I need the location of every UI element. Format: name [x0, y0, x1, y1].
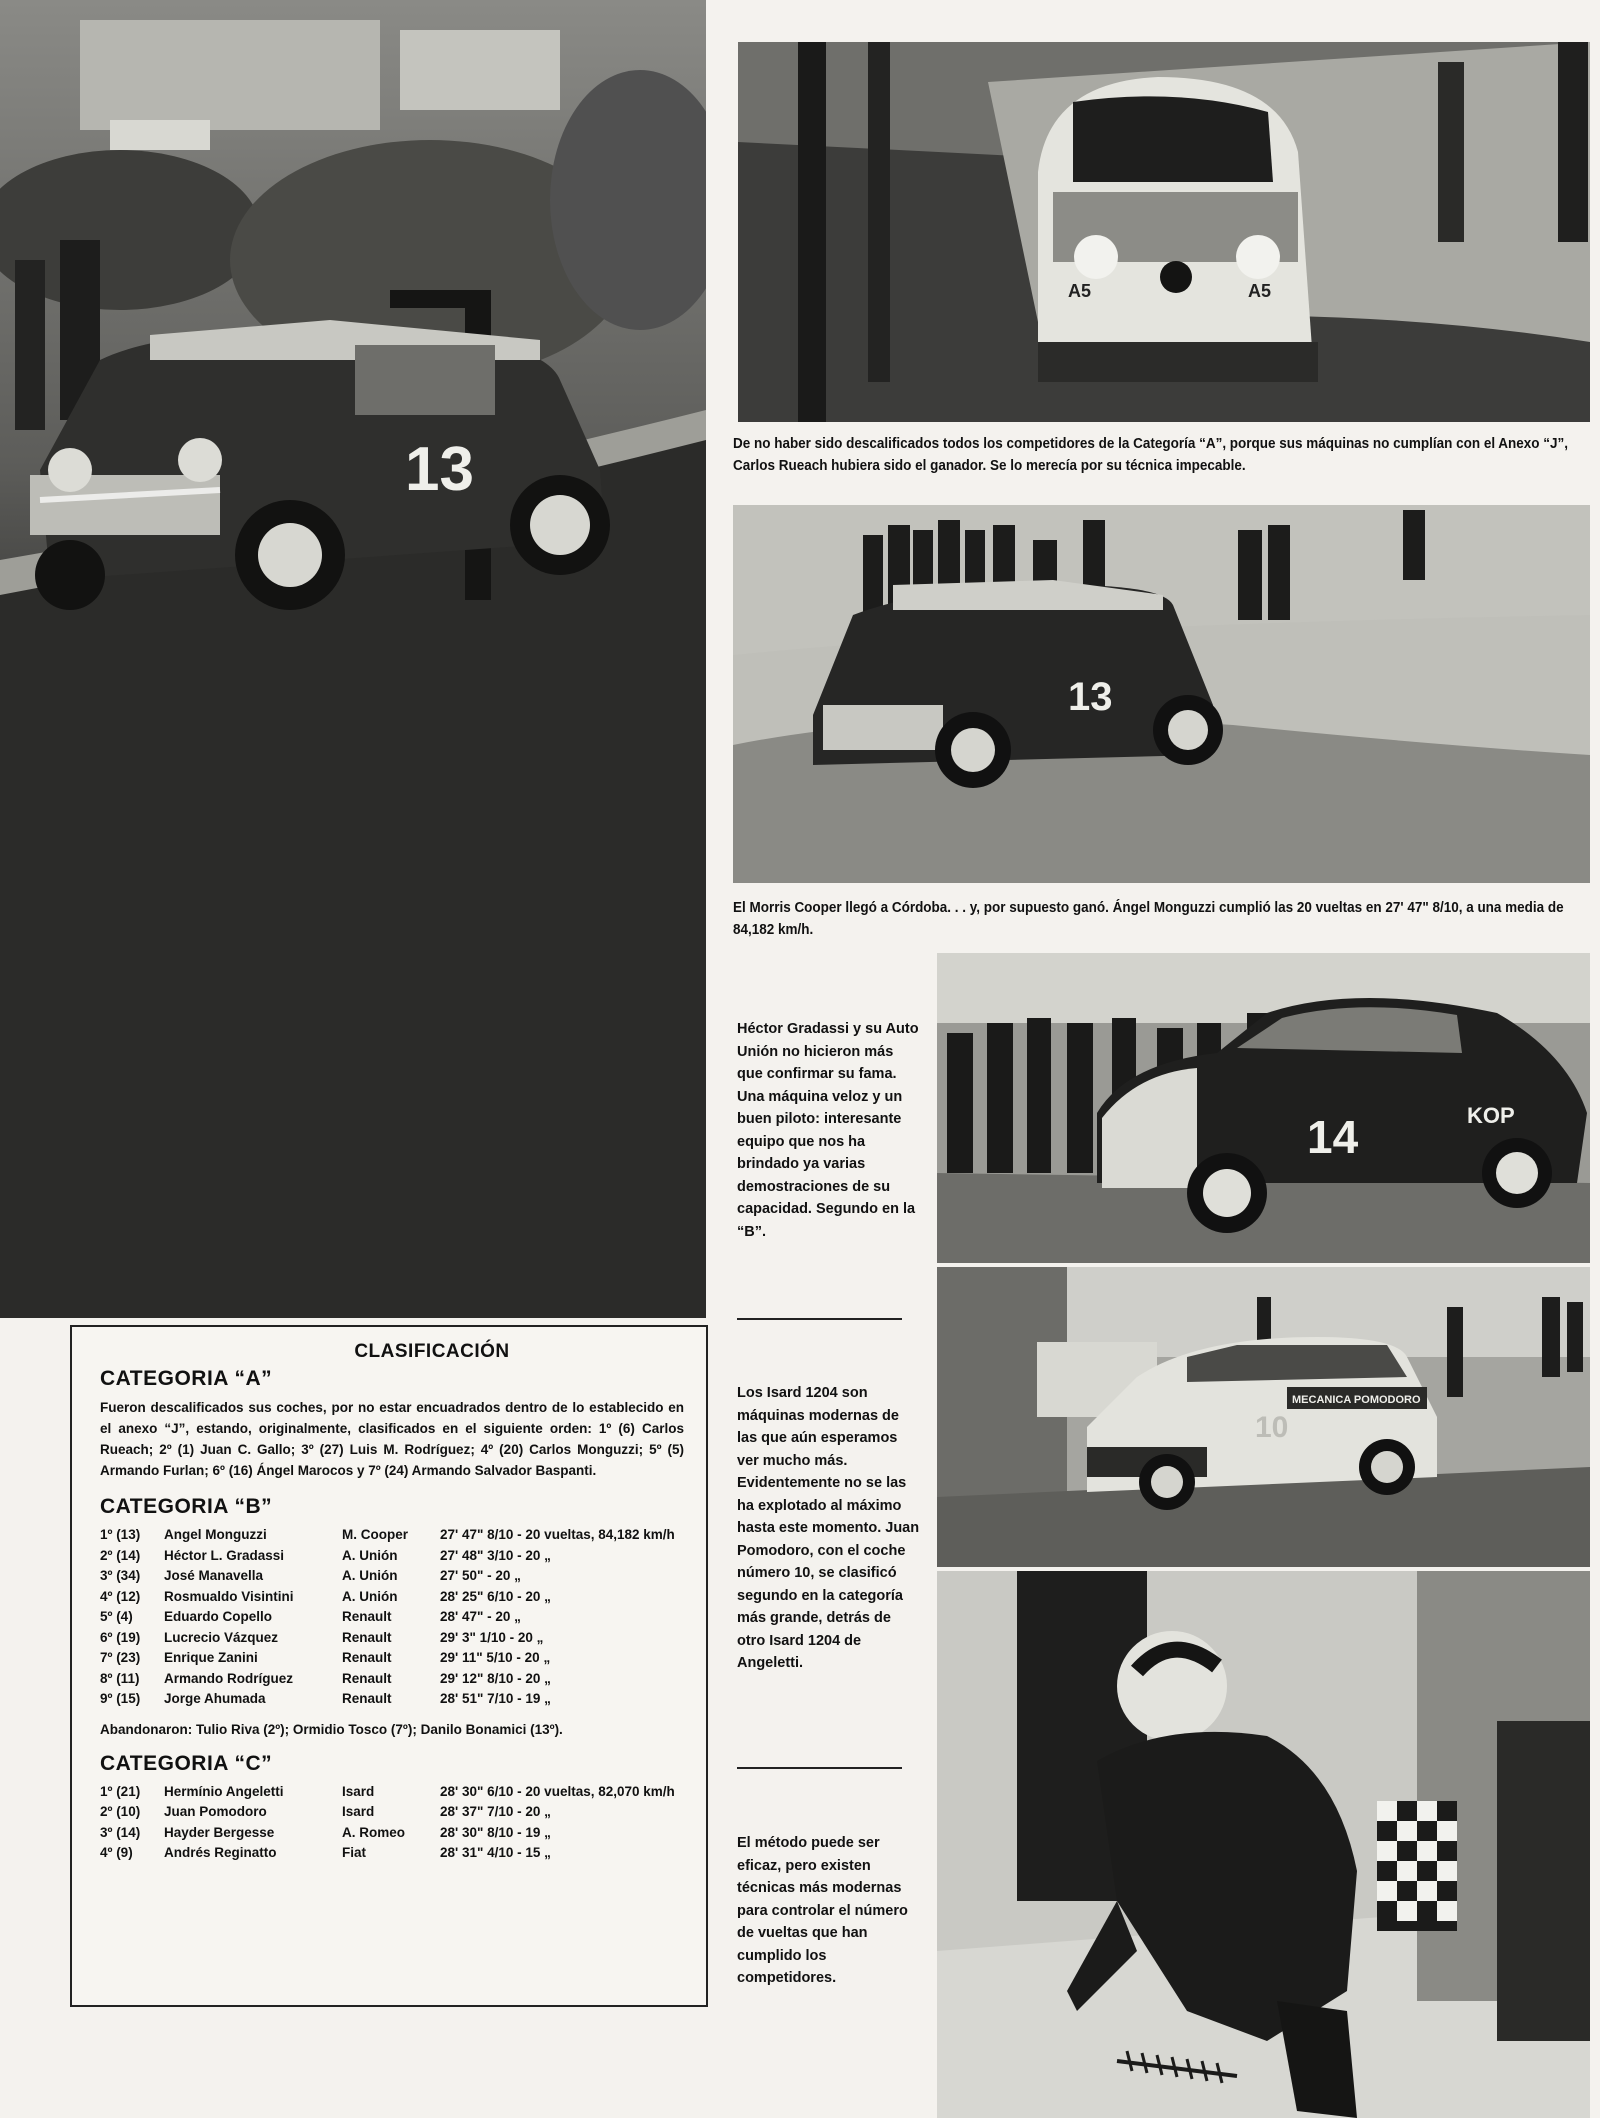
- result-position: 9º (15): [100, 1691, 141, 1706]
- category-c-results: [100, 1782, 684, 1864]
- result-position: 4º (12): [100, 1588, 141, 1604]
- result-car: M. Cooper: [342, 1527, 408, 1542]
- result-car: A. Unión: [342, 1568, 398, 1583]
- result-car: A. Unión: [342, 1588, 398, 1604]
- result-time: 28' 51" 7/10 - 19 „: [440, 1691, 551, 1706]
- result-position: 2º (10): [100, 1804, 141, 1819]
- divider-1: [737, 1318, 902, 1320]
- result-time: 29' 12" 8/10 - 20 „: [440, 1670, 551, 1686]
- isard-number: 10: [1255, 1411, 1289, 1444]
- result-time: 28' 47" - 20 „: [440, 1609, 521, 1624]
- morris-car-number: 13: [1068, 675, 1113, 719]
- photo-isard-pomodoro: [937, 1267, 1590, 1567]
- result-car: Renault: [342, 1650, 392, 1665]
- caption-morris: El Morris Cooper llegó a Córdoba. . . y, por supuesto ganó. Ángel Monguzzi cumplió las 20 vueltas en 27' 47" 8/10, a una media de 84,182 km/h.: [733, 900, 1564, 938]
- classification-box: [70, 1325, 708, 2007]
- result-driver: Andrés Reginatto: [164, 1845, 277, 1860]
- auto-union-number: 14: [1307, 1111, 1359, 1163]
- main-photo-mini-cooper: [0, 0, 706, 1318]
- result-driver: José Manavella: [164, 1568, 264, 1583]
- photo-morris-cooper: [733, 505, 1590, 883]
- result-time: 27' 48" 3/10 - 20 „: [440, 1547, 551, 1563]
- result-row: [100, 1802, 684, 1823]
- result-car: Isard: [342, 1783, 375, 1799]
- category-a-heading: CATEGORIA “A”: [100, 1367, 273, 1390]
- result-position: 3º (14): [100, 1824, 141, 1840]
- abandoned-list: Abandonaron: Tulio Riva (2º); Ormidio Tosco (7º); Danilo Bonamici (13º).: [100, 1721, 563, 1737]
- caption-metodo: El método puede ser eficaz, pero existen técnicas más modernas para controlar el número de vueltas que han cumplido los competidores.: [737, 1835, 908, 1986]
- result-time: 28' 30" 8/10 - 19 „: [440, 1824, 551, 1840]
- result-driver: Rosmualdo Visintini: [164, 1588, 294, 1604]
- result-time: 28' 37" 7/10 - 20 „: [440, 1804, 551, 1819]
- result-row: [100, 1689, 684, 1710]
- result-position: 2º (14): [100, 1547, 141, 1563]
- result-position: 6º (19): [100, 1629, 141, 1645]
- result-driver: Eduardo Copello: [164, 1609, 272, 1624]
- category-b-results: [100, 1525, 684, 1710]
- fiat-plate-left: A5: [1068, 281, 1092, 301]
- result-row: [100, 1628, 684, 1649]
- auto-union-sponsor: KOP: [1467, 1103, 1515, 1128]
- category-c-heading: CATEGORIA “C”: [100, 1751, 273, 1775]
- result-car: Fiat: [342, 1845, 367, 1860]
- result-row: [100, 1648, 684, 1669]
- result-driver: Lucrecio Vázquez: [164, 1629, 279, 1645]
- result-driver: Armando Rodríguez: [164, 1670, 294, 1686]
- result-driver: Enrique Zanini: [164, 1650, 258, 1665]
- result-row: [100, 1566, 684, 1587]
- result-row: [100, 1782, 684, 1803]
- result-position: 8º (11): [100, 1670, 140, 1686]
- result-row: [100, 1607, 684, 1628]
- result-position: 3º (34): [100, 1568, 141, 1583]
- result-car: Isard: [342, 1804, 375, 1819]
- category-b-heading: CATEGORIA “B”: [100, 1495, 273, 1518]
- result-row: [100, 1546, 684, 1567]
- result-position: 1º (13): [100, 1527, 141, 1542]
- result-time: 29' 11" 5/10 - 20 „: [440, 1650, 551, 1665]
- result-time: 28' 31" 4/10 - 15 „: [440, 1845, 551, 1860]
- fiat-plate-right: A5: [1248, 281, 1272, 301]
- result-time: 27' 47" 8/10 - 20 vueltas, 84,182 km/h: [440, 1527, 675, 1542]
- result-time: 28' 25" 6/10 - 20 „: [440, 1588, 551, 1604]
- category-a-text: Fueron descalificados sus coches, por no estar encuadrados dentro de lo establecido en el anexo “J”, estando, originalmente, clasificados en el siguiente orden: 1º (6) Carlos Rueach; 2º (1) Juan C. Gallo; 3º (27) Luis M. Rodríguez; 4º (20) Carlos Monguzzi; 5º (5) Armando Furlan; 6º (16) Ángel Marocos y 7º (24) Armando Salvador Baspanti.: [100, 1400, 684, 1478]
- result-driver: Hermínio Angeletti: [164, 1783, 284, 1799]
- photo-lap-counting: [937, 1571, 1590, 2118]
- result-row: [100, 1669, 684, 1690]
- result-car: Renault: [342, 1691, 392, 1706]
- result-car: A. Unión: [342, 1547, 398, 1563]
- result-position: 5º (4): [100, 1609, 133, 1624]
- result-car: A. Romeo: [342, 1824, 406, 1840]
- result-driver: Juan Pomodoro: [164, 1804, 267, 1819]
- result-time: 29' 3" 1/10 - 20 „: [440, 1629, 544, 1645]
- photo-auto-union: [937, 953, 1590, 1263]
- result-row: [100, 1823, 684, 1844]
- result-driver: Hayder Bergesse: [164, 1824, 275, 1840]
- result-position: 1º (21): [100, 1783, 141, 1799]
- caption-gradassi: Héctor Gradassi y su Auto Unión no hicieron más que confirmar su fama. Una máquina veloz y un buen piloto: interesante equipo que nos ha brindado ya varias demostraciones de su capacidad. Segundo en la “B”.: [737, 1021, 919, 1240]
- result-time: 27' 50" - 20 „: [440, 1568, 521, 1583]
- result-driver: Héctor L. Gradassi: [164, 1547, 285, 1563]
- result-row: [100, 1587, 684, 1608]
- divider-2: [737, 1767, 902, 1769]
- caption-fiat: De no haber sido descalificados todos los competidores de la Categoría “A”, porque sus máquinas no cumplían con el Anexo “J”, Carlos Rueach hubiera sido el ganador. Se lo merecía por su técnica impecable.: [733, 436, 1569, 474]
- result-driver: Jorge Ahumada: [164, 1691, 266, 1706]
- result-time: 28' 30" 6/10 - 20 vueltas, 82,070 km/h: [440, 1783, 675, 1799]
- result-row: [100, 1525, 684, 1546]
- result-car: Renault: [342, 1670, 392, 1686]
- result-car: Renault: [342, 1609, 392, 1624]
- photo-fiat-rueach: [738, 42, 1590, 422]
- result-position: 7º (23): [100, 1650, 141, 1665]
- result-position: 4º (9): [100, 1845, 133, 1860]
- isard-banner: MECANICA POMODORO: [1292, 1394, 1421, 1406]
- result-car: Renault: [342, 1629, 392, 1645]
- result-driver: Angel Monguzzi: [164, 1527, 267, 1542]
- caption-isard: Los Isard 1204 son máquinas modernas de las que aún esperamos ver mucho más. Evidentemente no se las ha explotado al máximo hasta este momento. Juan Pomodoro, con el coche número 10, se clasificó segundo en la categoría más grande, detrás de otro Isard 1204 de Angeletti.: [737, 1385, 920, 1671]
- classification-title: CLASIFICACIÓN: [354, 1341, 510, 1362]
- main-car-number: 13: [405, 435, 474, 504]
- result-row: [100, 1843, 684, 1864]
